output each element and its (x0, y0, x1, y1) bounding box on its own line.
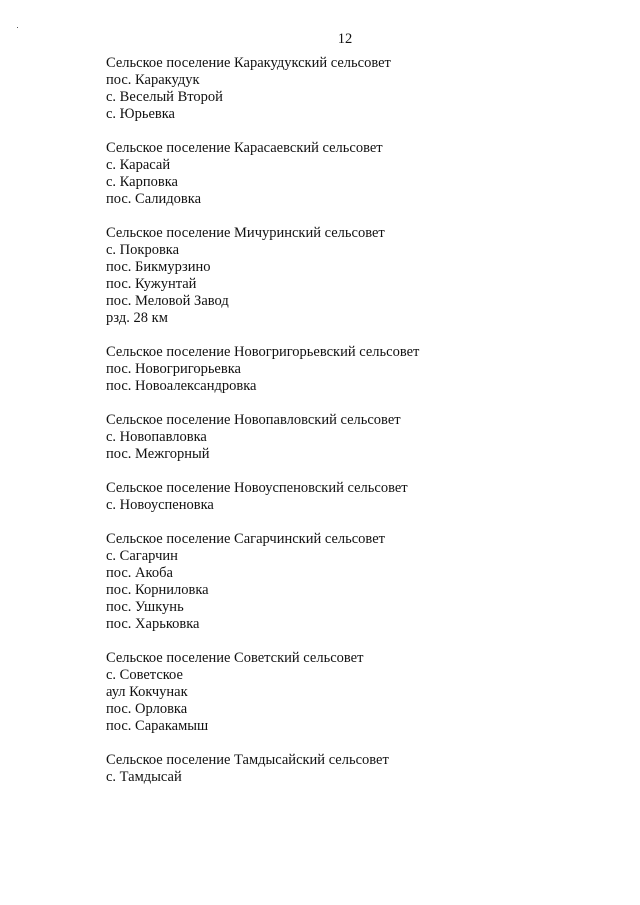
section-heading: Сельское поселение Сагарчинский сельсовет (106, 531, 385, 547)
settlement-section (106, 140, 606, 208)
settlement-item: пос. Новогригорьевка (106, 361, 241, 377)
settlement-item: пос. Акоба (106, 565, 173, 581)
settlement-item: пос. Орловка (106, 701, 188, 717)
settlement-item: с. Сагарчин (106, 548, 178, 564)
settlement-item: с. Советское (106, 667, 183, 683)
settlement-item: пос. Корниловка (106, 582, 209, 598)
settlement-item: пос. Саракамыш (106, 718, 209, 734)
settlement-section (106, 650, 606, 735)
settlement-section (106, 480, 606, 514)
section-heading: Сельское поселение Тамдысайский сельсовет (106, 752, 389, 768)
settlement-item: с. Карасай (106, 157, 171, 173)
settlement-section (106, 412, 606, 463)
page-number: 12 (337, 31, 353, 47)
settlement-item: с. Тамдысай (106, 769, 182, 785)
section-heading: Сельское поселение Советский сельсовет (106, 650, 364, 666)
settlement-item: с. Веселый Второй (106, 89, 223, 105)
settlement-item: аул Кокчунак (106, 684, 188, 700)
settlement-item: пос. Кужунтай (106, 276, 197, 292)
section-heading: Сельское поселение Каракудукский сельсовет (106, 55, 391, 71)
settlement-item: пос. Бикмурзино (106, 259, 211, 275)
settlement-item: пос. Харьковка (106, 616, 200, 632)
settlement-section (106, 752, 606, 786)
settlement-item: пос. Ушкунь (106, 599, 184, 615)
settlement-list (106, 55, 606, 803)
settlement-section (106, 344, 606, 395)
settlement-item: пос. Новоалександровка (106, 378, 257, 394)
settlement-item: с. Новоуспеновка (106, 497, 214, 513)
settlement-section (106, 531, 606, 633)
section-heading: Сельское поселение Карасаевский сельсовет (106, 140, 383, 156)
settlement-item: пос. Каракудук (106, 72, 200, 88)
settlement-section (106, 225, 606, 327)
settlement-section (106, 55, 606, 123)
scan-speck (17, 27, 18, 28)
settlement-item: пос. Салидовка (106, 191, 202, 207)
settlement-item: пос. Меловой Завод (106, 293, 229, 309)
section-heading: Сельское поселение Мичуринский сельсовет (106, 225, 385, 241)
section-heading: Сельское поселение Новоуспеновский сельсовет (106, 480, 408, 496)
settlement-item: с. Покровка (106, 242, 180, 258)
section-heading: Сельское поселение Новопавловский сельсовет (106, 412, 401, 428)
section-heading: Сельское поселение Новогригорьевский сельсовет (106, 344, 420, 360)
settlement-item: с. Юрьевка (106, 106, 175, 122)
settlement-item: с. Новопавловка (106, 429, 207, 445)
settlement-item: рзд. 28 км (106, 310, 168, 326)
settlement-item: пос. Межгорный (106, 446, 210, 462)
settlement-item: с. Карповка (106, 174, 178, 190)
